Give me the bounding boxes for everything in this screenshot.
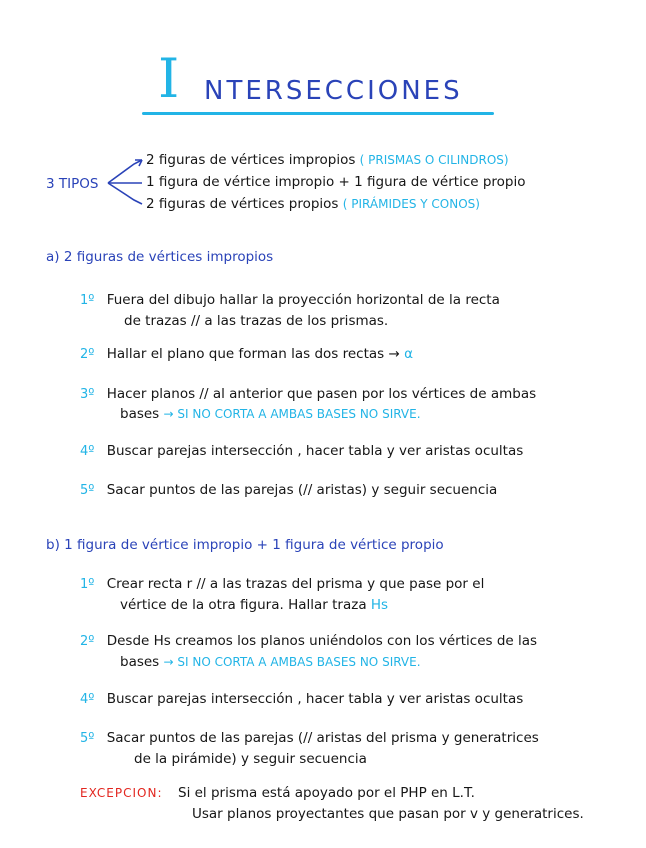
section-b-step-5-line2: de la pirámide) y seguir secuencia — [134, 751, 367, 767]
tipos-label: 3 TIPOS — [46, 176, 99, 192]
section-a-step-1: 1º Fuera del dibujo hallar la proyección horizontal de la recta — [80, 292, 500, 308]
section-b-step-5: 5º Sacar puntos de las parejas (// aristas del prisma y generatrices — [80, 730, 539, 746]
section-b-step-1: 1º Crear recta r // a las trazas del prisma y que pase por el — [80, 576, 485, 592]
section-a-step-5: 5º Sacar puntos de las parejas (// aristas) y seguir secuencia — [80, 482, 498, 498]
excepcion-line-1: Si el prisma está apoyado por el PHP en L.T. — [178, 785, 475, 801]
tipo-3: 2 figuras de vértices propios ( PIRÁMIDES Y CONOS) — [146, 196, 480, 212]
excepcion-label: EXCEPCION: — [80, 786, 163, 800]
section-a-step-1-line2: de trazas // a las trazas de los prismas. — [124, 313, 389, 329]
section-b-step-2: 2º Desde Hs creamos los planos uniéndolos con los vértices de las — [80, 633, 538, 649]
tipo-1: 2 figuras de vértices impropios ( PRISMAS O CILINDROS) — [146, 152, 509, 168]
section-a-step-3-line2: bases → SI NO CORTA A AMBAS BASES NO SIRVE. — [120, 406, 421, 422]
title-text: NTERSECCIONES — [204, 76, 463, 106]
section-a-step-2: 2º Hallar el plano que forman las dos rectas → α — [80, 346, 413, 362]
title-initial: I — [158, 47, 180, 110]
section-b-step-4: 4º Buscar parejas intersección , hacer tabla y ver aristas ocultas — [80, 691, 524, 707]
section-a-heading: a) 2 figuras de vértices impropios — [46, 249, 274, 265]
section-b-step-1-line2: vértice de la otra figura. Hallar traza Hs — [120, 597, 389, 613]
title-underline — [142, 112, 494, 115]
section-a-step-4: 4º Buscar parejas intersección , hacer tabla y ver aristas ocultas — [80, 443, 524, 459]
tipos-brace-arrows — [106, 156, 146, 208]
section-b-step-2-line2: bases → SI NO CORTA A AMBAS BASES NO SIRVE. — [120, 654, 421, 670]
section-b-heading: b) 1 figura de vértice impropio + 1 figura de vértice propio — [46, 537, 444, 553]
section-a-step-3: 3º Hacer planos // al anterior que pasen por los vértices de ambas — [80, 386, 537, 402]
excepcion-line-2: Usar planos proyectantes que pasan por v y generatrices. — [192, 806, 584, 822]
page-title — [140, 47, 500, 122]
tipo-2: 1 figura de vértice impropio + 1 figura de vértice propio — [146, 174, 526, 190]
